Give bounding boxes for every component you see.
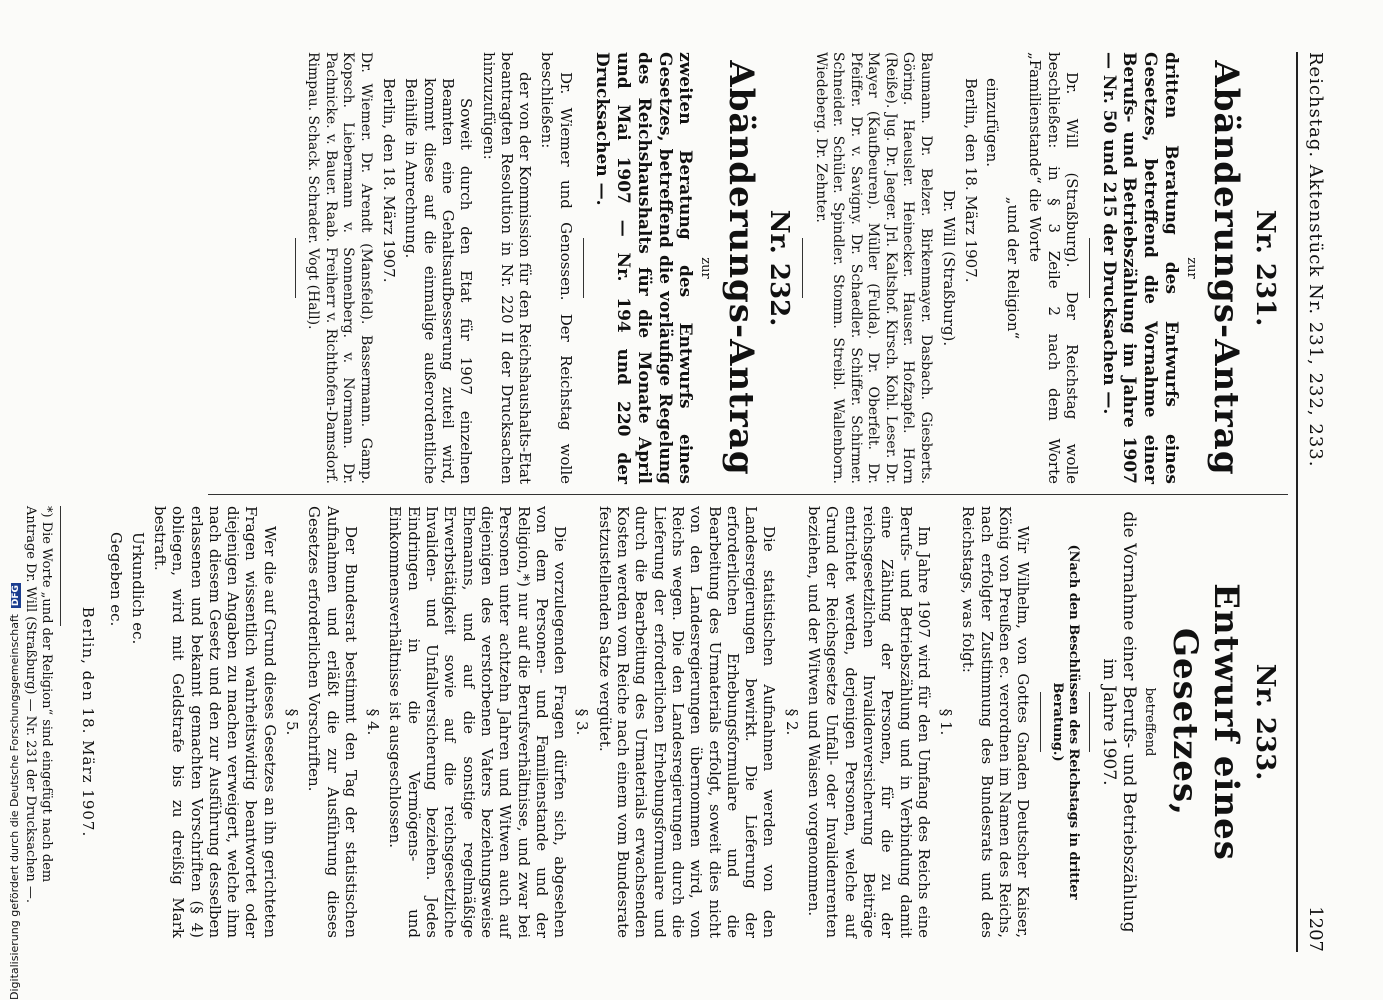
document-number-233: Nr. 233.: [1250, 663, 1280, 781]
separator: [1040, 692, 1041, 752]
closing-urkundlich: Urkundlich ec.: [128, 532, 147, 645]
running-head: Reichstag. Aktenstück Nr. 231, 232, 233.: [1305, 52, 1326, 468]
footnote: *) Die Worte „und der Religion“ sind eingefügt nach dem Antrage Dr. Will (Straßburg) — Nr. 231 der Drucksachen —.: [22, 506, 54, 904]
page-number: 1207: [1305, 906, 1326, 952]
right-column: [22, 506, 1286, 938]
section-3-text: Die vorzulegenden Fragen dürfen sich, abgesehen von dem Personen- und Familienstande und der Religion,*) nur auf die Berufsverhältnisse, und zwar bei Personen unter achtzehn Jahren und Witwen auch auf diejenigen des verstorbenen Vaters beziehungsweise Ehemanns, und auf die sonstige regelmäßige Erwerbstätigkeit sowie auf die reichsgesetzliche Invaliden- und Unfallversicherung beziehen. Jedes Eindringen in die Vermögens- und Einkommensverhältnisse ist ausgeschlossen.: [386, 506, 570, 938]
body-232: der von der Kommission für den Reichshaushalts-Etat beantragten Resolution in Nr. 220 II der Drucksachen hinzuzufügen:: [479, 52, 535, 484]
separator: [295, 238, 296, 298]
separator: [1089, 692, 1090, 752]
section-4-text: Der Bundesrat bestimmt den Tag der statistischen Aufnahmen und erläßt die zur Ausführung dieses Gesetzes erforderlichen Vorschriften.: [305, 506, 360, 938]
separator: [1089, 238, 1090, 298]
intro-233: Wir Wilhelm, von Gottes Gnaden Deutscher Kaiser, König von Preußen ec. verordnen im Namen des Reichs, nach erfolgter Zustimmung des Bundesrats und des Reichstags, was folgt:: [959, 506, 1033, 938]
motion-232: Dr. Wiemer und Genossen. Der Reichstag wolle beschließen:: [538, 52, 575, 484]
document-number-231: Nr. 231.: [1250, 209, 1280, 327]
digitization-note: [8, 10, 21, 1000]
digitization-note-text: Digitalisierung gefördert durch die Deutsche Forschungsgemeinschaft: [8, 614, 21, 1000]
section-5-text: Wer die auf Grund dieses Gesetzes an ihn gerichteten Fragen wissentlich wahrheitswidrig beantwortet oder diejenigen Angaben zu machen verweigert, welche ihm nach diesem Gesetz und den zur Ausführung desselben erlassenen und bekannt gemachten Vorschriften (§ 4) obliegen, wird mit Geldstrafe bis zu dreißig Mark bestraft.: [150, 506, 279, 938]
zur-231: zur: [1183, 257, 1199, 279]
section-2-text: Die statistischen Aufnahmen werden von den Landesregierungen bewirkt. Die Lieferung der erforderlichen Erhebungsformulare und die Bearbeitung des Urmaterials erfolgt, soweit dies nicht von den Landesregierungen übernommen wird, von Reichs wegen. Die den Landesregierungen durch die Lieferung der erforderlichen Erhebungsformulare und durch die Bearbeitung des Urmaterials erwachsenden Kosten werden vom Reiche nach einem vom Bundesrate festzustellenden Satze vergütet.: [595, 506, 779, 938]
dfg-logo: DFG: [11, 585, 21, 607]
footnote-rule: [56, 506, 61, 626]
left-column: [166, 52, 1286, 484]
rotated-document-page: [22, 52, 1330, 952]
title-231: Abänderungs-Antrag: [1206, 60, 1247, 476]
header-rule: [1296, 52, 1298, 952]
insert-231: einzufügen.: [982, 78, 1001, 168]
signers-232: Dr. Wiemer. Dr. Arendt (Mansfeld). Bassermann. Gamp. Kopsch. Liebermann v. Sonnenberg. v. Normann. Dr. Pachnicke. v. Bauer. Raab. Freiherr v. Richthofen-Damsdorf. Rimpau. Schack. Schrader. Vogt (Hall).: [305, 52, 374, 484]
section-3-heading: § 3.: [573, 708, 592, 736]
zur-232: zur: [698, 257, 714, 279]
separator: [583, 238, 584, 298]
quote-231: „und der Religion“: [1004, 196, 1023, 340]
subject-231: dritten Beratung des Entwurfs eines Gesetzes, betreffend die Vornahme einer Berufs- und Betriebszählung im Jahre 1907 — Nr. 50 und 215 der Drucksachen —.: [1098, 52, 1181, 484]
subject-233: die Vornahme einer Berufs- und Betriebszählung im Jahre 1907.: [1098, 511, 1140, 933]
date-232: Berlin, den 18. März 1907.: [380, 78, 399, 283]
page-header: [1296, 52, 1330, 952]
section-2-heading: § 2.: [782, 708, 801, 736]
title-233: Entwurf eines Gesetzes,: [1164, 583, 1247, 861]
supporters-231: Baumann. Dr. Belzer. Birkenmayer. Dasbach. Giesberts. Göring. Haeusler. Heinecker. Hauser. Hofzapfel. Horn (Reiße). Jug. Dr. Jaeger. Jrl. Kaltshof. Kirsch. Kohl. Leser. Dr. Mayer (Kaufbeuren). Müller (Fulda). Dr. Oberfelt. Dr. Pfeiffer. Dr. v. Savigny. Dr. Schaedler. Schiffer. Schirmer. Schneider. Schüler. Spindler. Stomm. Streibl. Wallenborn. Wiedeberg. Dr. Zehnter.: [812, 52, 934, 484]
motion-231: Dr. Will (Straßburg). Der Reichstag wolle beschließen: in § 3 Zeile 2 nach dem Worte „Familienstande“ die Worte: [1026, 52, 1082, 484]
section-1-text: Im Jahre 1907 wird für den Umfang des Reichs eine Berufs- und Betriebszählung und in Verbindung damit eine Zählung der Personen, für die zu der reichsgesetzlichen Invalidenversicherung Beiträge entrichtet werden, derjenigen Personen, welche auf Grund der Reichsgesetze Unfall- oder Invalidenrenten beziehen, und der Witwen und Waisen vorgenommen.: [805, 506, 933, 938]
closing-gegeben: Gegeben ec.: [107, 532, 126, 627]
signer-231: Dr. Will (Straßburg).: [940, 189, 959, 347]
document-number-232: Nr. 232.: [764, 209, 795, 327]
column-divider: [208, 494, 1288, 495]
separator: [802, 238, 803, 298]
section-4-heading: § 4.: [364, 708, 383, 736]
quote-232: Soweit durch den Etat für 1907 einzelnen Beamten eine Gehaltsaufbesserung zuteil wird, kommt diese auf die einmalige außerordentliche Beihilfe in Anrechnung.: [402, 78, 476, 484]
betreffend-233: betreffend: [1142, 687, 1158, 757]
date-231: Berlin, den 18. März 1907.: [961, 78, 980, 283]
title-232: Abänderungs-Antrag: [720, 60, 761, 476]
section-5-heading: § 5.: [283, 708, 302, 736]
note-233: (Nach den Beschlüssen des Reichstags in dritter Beratung.): [1050, 544, 1082, 900]
subject-232: zweiten Beratung des Entwurfs eines Gesetzes, betreffend die vorläufige Regelung des Reichshaushalts für die Monate April und Mai 1907 — Nr. 194 und 220 der Drucksachen —.: [592, 52, 696, 484]
date-233: Berlin, den 18. März 1907.: [79, 606, 98, 838]
section-1-heading: § 1.: [937, 708, 956, 736]
